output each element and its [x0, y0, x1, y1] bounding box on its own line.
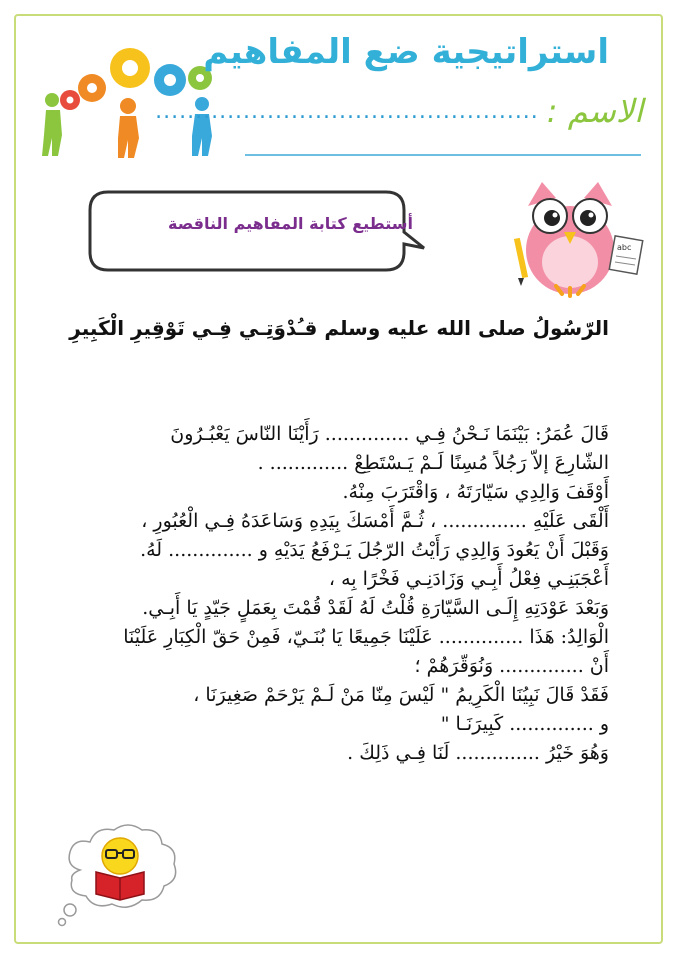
passage-line: وَقَبْلَ أَنْ يَعُودَ وَالِدِي رَأَيْتُ الرّجُلَ يَـرْفَعُ يَدَيْهِ و .............. لَهُ. [140, 539, 609, 561]
pencil-icon [514, 238, 528, 286]
passage-line: وَبَعْدَ عَوْدَتِهِ إِلَـى السَّيّارَةِ قُلْتُ لَهُ لَقَدْ قُمْتَ بِعَمَلٍ جَيّدٍ يَا أَبِـي. [142, 597, 609, 619]
owl-teacher-illustration [512, 176, 644, 298]
name-label: الاسم : [546, 92, 643, 130]
paper-icon [609, 236, 642, 274]
gear-icon [60, 90, 80, 110]
gear-icon [78, 74, 106, 102]
passage-line: أَنْ .............. وَنُوَقّرَهُمْ ؛ [414, 655, 609, 677]
name-dots: ................................................ [155, 98, 539, 124]
passage-line: أَعْجَبَنِـي فِعْلُ أَبِـي وَزَادَنِـي فَخْرًا بِه ، [328, 568, 609, 590]
bubble-text: أستطيع كتابة المفاهيم الناقصة [168, 214, 413, 233]
passage [39, 420, 609, 768]
passage-line: وَهُوَ خَيْرُ .............. لَنَا فِـي ذَلِكَ . [347, 742, 609, 764]
person-icon [118, 98, 139, 158]
reading-smiley-illustration [56, 816, 184, 928]
name-field [155, 92, 643, 130]
passage-line: أَوْقَفَ وَالِدِي سَيّارَتَهُ ، وَاقْتَرَبَ مِنْهُ. [342, 481, 609, 503]
passage-line: قَالَ عُمَرُ: بَيْنَمَا نَـحْنُ فِـي .............. رَأَيْنَا النّاسَ يَعْبُـرُونَ [170, 423, 609, 445]
eye-icon [573, 199, 607, 233]
page-title: استراتيجية ضع المفاهيم [203, 32, 609, 72]
passage-line: و .............. كَبِيرَنَـا " [440, 713, 609, 735]
passage-line: الشّارِعَ إلاّ رَجُلاً مُسِنًا لَـمْ يَـسْتَطِعْ ............. . [257, 452, 609, 474]
name-underline [245, 154, 641, 156]
gear-icon [110, 48, 150, 88]
passage-line: أَلْقَى عَلَيْهِ .............. ، ثُـمَّ أَمْسَكَ بِيَدِهِ وَسَاعَدَهُ فِـي الْعُبُورِ ، [141, 510, 609, 532]
person-icon [42, 93, 62, 156]
paper-text: abc [617, 243, 632, 252]
passage-line: الْوَالِدُ: هَذَا .............. عَلَيْنَا جَمِيعًا يَا بُنَـيّ، فَمِنْ حَقّ الْكِبَارِ عَلَيْنَا [123, 626, 609, 648]
passage-line: فَقَدْ قَالَ نَبِيُنَا الْكَرِيمُ " لَيْسَ مِنّا مَنْ لَـمْ يَرْحَمْ صَغِيرَنَا ، [193, 684, 609, 706]
smiley-face-icon [102, 838, 138, 874]
lesson-heading: الرّسُولُ صلى الله عليه وسلم قـُدْوَتِـي فِـي تَوْقِيرِ الْكَبِيرِ [69, 316, 609, 340]
eye-icon [533, 199, 567, 233]
